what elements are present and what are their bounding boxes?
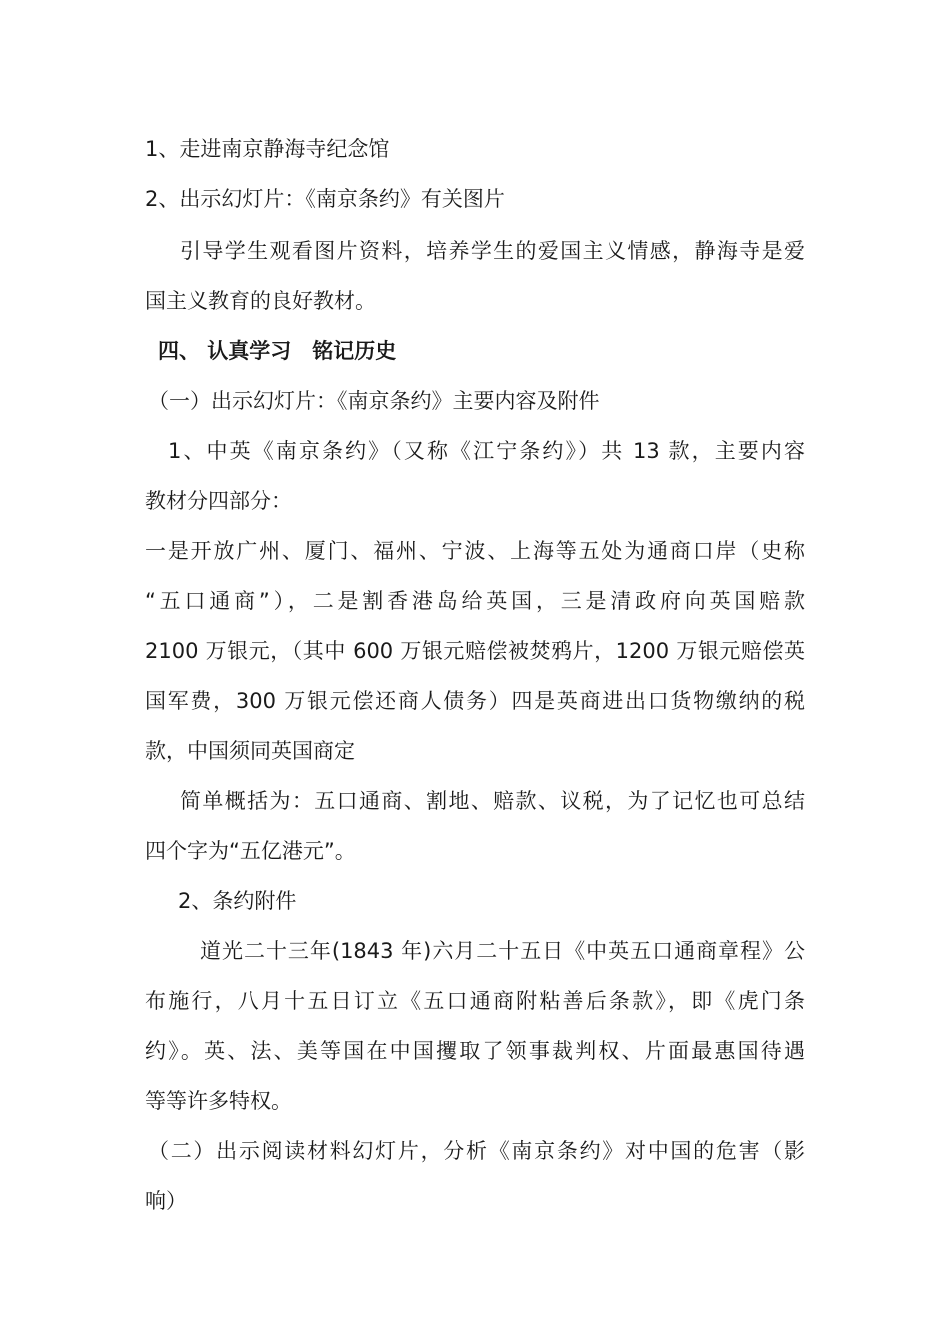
section-heading: 四、 认真学习 铭记历史 <box>158 339 397 363</box>
paragraph-line: 简单概括为：五口通商、割地、赔款、议税，为了记忆也可总结 <box>180 789 805 813</box>
list-item-visit-museum: 1、走进南京静海寺纪念馆 <box>145 137 390 161</box>
paragraph-line: “五口通商”），二是割香港岛给英国，三是清政府向英国赔款 <box>145 589 805 613</box>
paragraph-line: 引导学生观看图片资料，培养学生的爱国主义情感，静海寺是爱 <box>180 239 805 263</box>
paragraph-line: 约》。英、法、美等国在中国攫取了领事裁判权、片面最惠国待遇 <box>145 1039 805 1063</box>
paragraph-line: 四个字为“五亿港元”。 <box>145 839 356 863</box>
paragraph-line: 款，中国须同英国商定 <box>145 739 355 763</box>
paragraph-line: 国主义教育的良好教材。 <box>145 289 376 313</box>
subsection-heading: 2、条约附件 <box>178 889 297 913</box>
list-item-show-slides: 2、出示幻灯片：《南京条约》有关图片 <box>145 187 505 211</box>
paragraph-line: 1、中英《南京条约》（又称《江宁条约》）共 13 款，主要内容 <box>168 439 805 463</box>
paragraph-line: 布施行，八月十五日订立《五口通商附粘善后条款》，即《虎门条 <box>145 989 805 1013</box>
subsection-heading: （二）出示阅读材料幻灯片，分析《南京条约》对中国的危害（影 <box>148 1139 805 1163</box>
paragraph-line: 2100 万银元，（其中 600 万银元赔偿被焚鸦片，1200 万银元赔偿英 <box>145 639 805 663</box>
paragraph-line: 一是开放广州、厦门、福州、宁波、上海等五处为通商口岸（史称 <box>145 539 805 563</box>
paragraph-line: 等等许多特权。 <box>145 1089 292 1113</box>
paragraph-line: 道光二十三年(1843 年)六月二十五日《中英五口通商章程》公 <box>200 939 805 963</box>
subsection-heading: 响） <box>145 1189 187 1213</box>
paragraph-line: 教材分四部分： <box>145 489 292 513</box>
subsection-heading: （一）出示幻灯片：《南京条约》主要内容及附件 <box>148 389 600 413</box>
paragraph-line: 国军费，300 万银元偿还商人债务）四是英商进出口货物缴纳的税 <box>145 689 805 713</box>
